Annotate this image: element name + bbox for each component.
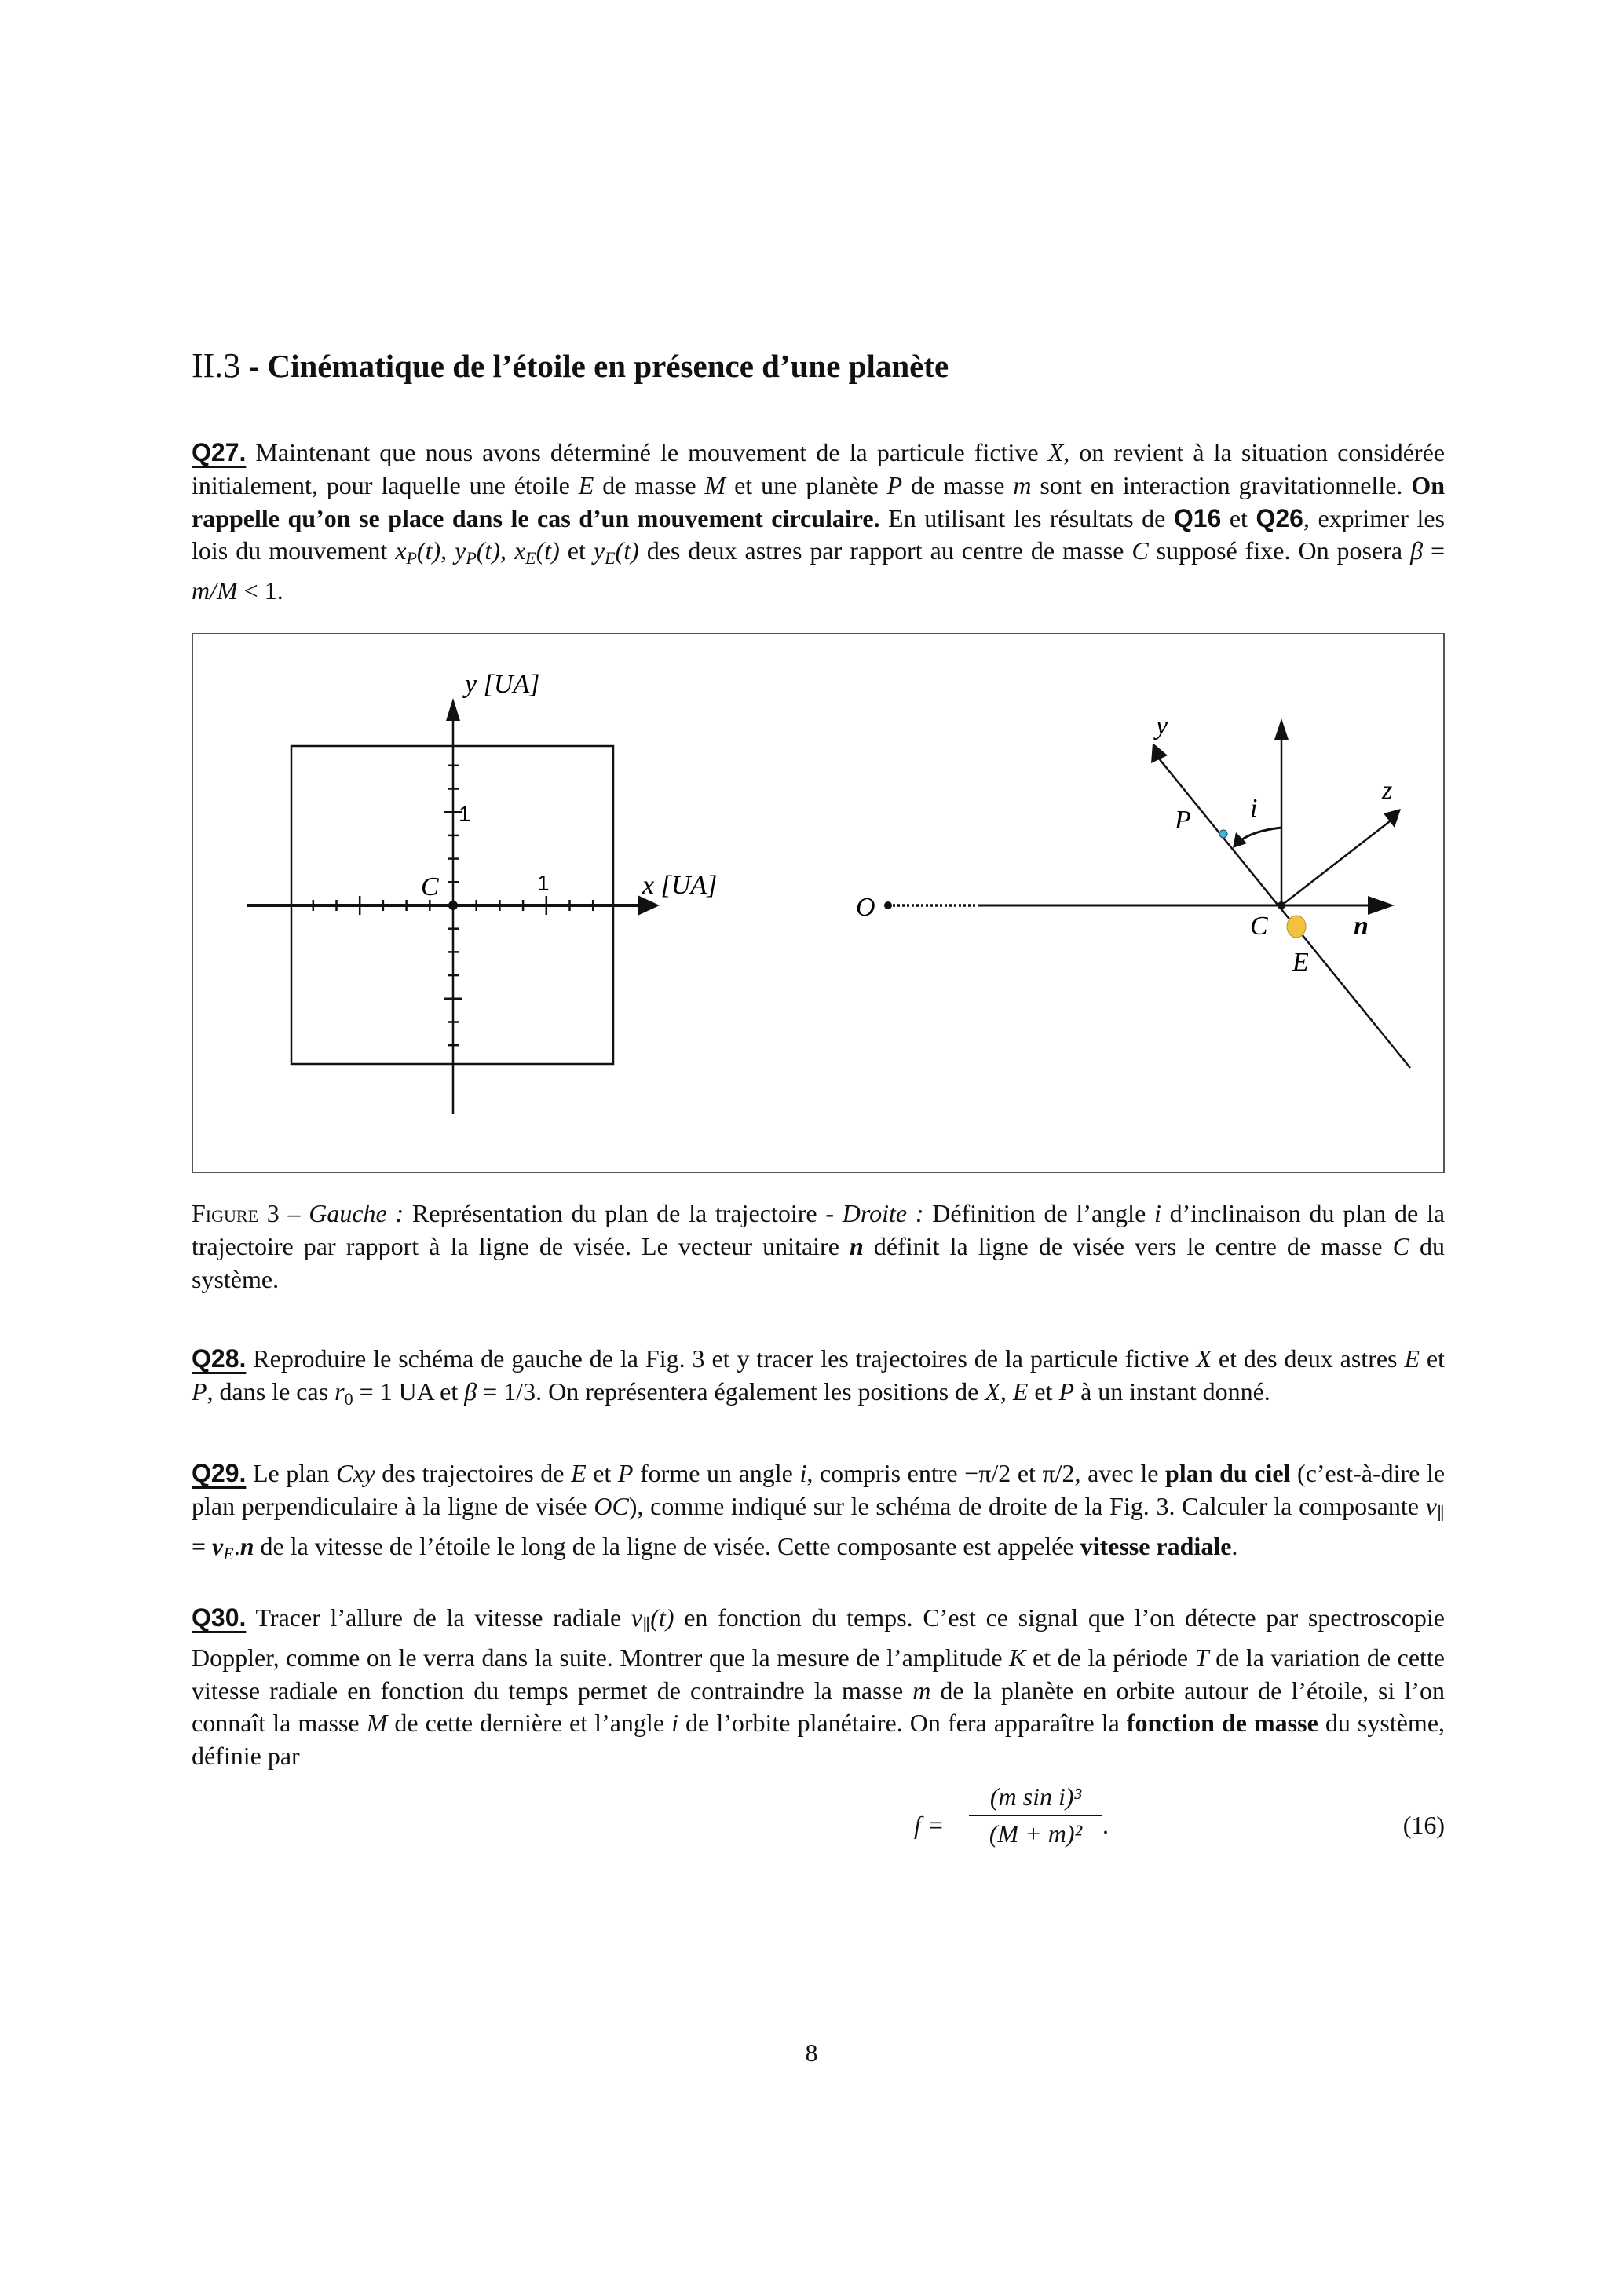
text-run: de la planète en orbite autour de l’étoile, si l’on connaît la masse [192,1676,1446,1738]
text-run: y [593,536,605,565]
text-run: X [1196,1344,1212,1373]
text-run: et [1221,503,1256,532]
text-run: définit la ligne de visée vers le centre de masse [863,1231,1393,1260]
text-run: P [617,1459,634,1487]
text-run: P [466,548,477,569]
text-run: (t) [615,536,639,565]
observer-dot [884,901,892,909]
text-run: ∥ [1436,1503,1446,1523]
text-run: du système. [192,1231,1446,1293]
text-run: de cette dernière et l’angle [387,1709,672,1738]
text-run: . [1231,1531,1238,1560]
text-run: Maintenant que nous avons déterminé le mouvement de la particule fictive [246,438,1048,466]
text-run: M [704,470,726,499]
text-run: X [1047,438,1064,466]
text-run: , [440,536,455,565]
x-tick-label: 1 [537,871,550,895]
text-run: supposé fixe. On posera [1148,536,1411,565]
text-run: , on revient à la situation considérée initialement, pour laquelle une étoile [192,438,1446,499]
text-run: E [1404,1344,1420,1373]
figure-caption [192,1197,1445,1296]
text-run: en fonction du temps. C’est ce signal que l’on détecte par spectroscopie Doppler, comme on le verra dans la suite. Montrer que la mesure de l’amplitude [192,1603,1446,1672]
section-number: II.3 [192,346,241,385]
text-run: Cxy [335,1459,375,1487]
y-axis-label: y [UA] [465,670,540,699]
planet-label: P [1175,806,1191,835]
equation-16 [192,1782,1445,1869]
text-run: x [514,536,526,565]
text-run: n [850,1231,864,1260]
text-run: C [1392,1231,1409,1260]
question-label: Q30. [192,1603,247,1632]
question-label: Q29. [192,1459,247,1487]
equation-numerator: (m sin i)³ [989,1782,1082,1811]
text-run: ∥ [642,1615,651,1635]
angle-arrow-icon [1233,832,1247,848]
inclination-diagram [856,711,1410,1068]
text-run: = [1423,536,1446,565]
text-run: < 1. [237,576,283,605]
text-run: i [671,1709,678,1738]
question-27 [192,437,1445,608]
text-run: ), comme indiqué sur le schéma de droite de la Fig. 3. Calculer la composante [628,1491,1426,1520]
text-run: et de la période [1025,1643,1195,1672]
center-label: C [1250,912,1268,941]
text-run: et une planète [726,470,887,499]
text-run: à un instant donné. [1074,1377,1270,1406]
section-title: - Cinématique de l’étoile en présence d’une planète [240,348,949,384]
orbital-y-axis [1159,759,1410,1068]
page-number: 8 [805,2038,818,2067]
text-run: 0 [344,1388,353,1409]
equation-lhs: f = [914,1811,945,1839]
text-run: (t) [650,1603,674,1632]
text-run: (t) [476,536,500,565]
text-run: i [1154,1199,1161,1227]
question-29 [192,1457,1445,1570]
trajectory-plane-diagram [247,670,717,1114]
text-run: vitesse radiale [1080,1531,1232,1560]
text-run: Droite : [842,1199,924,1227]
text-run: x [395,536,407,565]
text-run: sont en interaction gravitationnelle. [1031,470,1412,499]
n-arrow-icon [1368,896,1395,915]
text-run: , exprimer les lois du mouvement [192,503,1446,565]
question-30 [192,1602,1445,1773]
text-run: Figure 3 [192,1199,280,1227]
star-label: E [1292,948,1309,977]
text-run: i [799,1459,807,1487]
text-run: (t) [536,536,560,565]
observer-label: O [856,893,875,922]
text-run: de la vitesse de l’étoile le long de la ligne de visée. Cette composante est appelée [254,1531,1080,1560]
text-run: E [1012,1377,1029,1406]
text-run: et [1419,1344,1446,1373]
text-run: Q16 [1173,503,1222,532]
text-run: E [578,470,594,499]
text-run: = 1/3. On représentera également les positions de [477,1377,985,1406]
z-label: z [1382,776,1393,805]
star-dot [1287,916,1306,938]
text-run: P [1058,1377,1075,1406]
text-run: et des deux astres [1211,1344,1405,1373]
text-run: En utilisant les résultats de [879,503,1174,532]
text-run: β [1410,536,1423,565]
text-run: fonction de masse [1126,1709,1318,1738]
text-run: K [1009,1643,1026,1672]
text-run: et [1028,1377,1059,1406]
text-run: β [464,1377,477,1406]
text-run: Q26 [1256,503,1303,532]
equation-period: . [1102,1811,1109,1839]
text-run: (t) [416,536,441,565]
equation-number: (16) [1402,1811,1445,1839]
text-run: des deux astres par rapport au centre de masse [638,536,1132,565]
text-run: et [586,1459,618,1487]
text-run: E [525,548,536,569]
text-run: = 1 UA et [353,1377,465,1406]
equation-fraction [969,1782,1102,1848]
text-run: E [223,1543,234,1563]
figure-3 [192,633,1445,1173]
vertical-arrow-icon [1274,718,1289,740]
n-vector-label: n [1354,912,1369,941]
planet-dot [1219,830,1227,838]
text-run: T [1194,1643,1209,1672]
text-run: m/M [192,576,238,605]
text-run: m [1013,470,1032,499]
text-run: , [499,536,514,565]
section-heading [192,345,949,386]
text-run: (c’est-à-dire le plan perpendiculaire à la ligne de visée [192,1459,1446,1520]
text-run: P [406,548,417,569]
text-run: v [212,1531,224,1560]
text-run: , compris entre −π/2 et π/2, avec le [806,1459,1166,1487]
text-run: d’inclinaison du plan de la trajectoire par rapport à la ligne de visée. Le vecteur unitaire [192,1199,1446,1260]
text-run: r [334,1377,345,1406]
fraction-bar [969,1815,1102,1816]
text-run: OC [594,1491,629,1520]
text-run: de masse [594,470,705,499]
text-run: – [279,1199,309,1227]
text-run: E [605,548,616,569]
text-run: des trajectoires de [375,1459,572,1487]
text-run: et [559,536,594,565]
text-run: v [631,1603,643,1632]
y-axis-arrow-icon [446,698,460,721]
text-run: = [192,1531,213,1560]
angle-arc [1239,828,1281,842]
text-run: , dans le cas [207,1377,335,1406]
text-run: Représentation du plan de la trajectoire - [404,1199,843,1227]
center-dot [1278,901,1285,909]
text-run: Reproduire le schéma de gauche de la Fig. 3 et y tracer les trajectoires de la particule fictive [246,1344,1197,1373]
question-28 [192,1343,1445,1416]
text-run: du système, définie par [192,1709,1446,1771]
text-run: . [233,1531,240,1560]
text-run: de masse [902,470,1014,499]
y-tick-label: 1 [459,802,471,826]
x-axis-label: x [UA] [642,871,718,900]
origin-label: C [421,872,439,901]
text-run: v [1425,1491,1437,1520]
text-run: n [239,1531,254,1560]
question-label: Q28. [192,1344,247,1373]
text-run: , [1000,1377,1013,1406]
text-run: M [366,1709,388,1738]
text-run: forme un angle [633,1459,800,1487]
text-run: de la variation de cette vitesse radiale en fonction du temps permet de contraindre la masse [192,1643,1446,1705]
text-run: Tracer l’allure de la vitesse radiale [246,1603,631,1632]
center-of-mass-dot [448,901,458,910]
text-run: On rappelle qu’on se place dans le cas d’un mouvement circulaire. [192,470,1446,532]
text-run: Définition de l’angle [923,1199,1155,1227]
angle-label: i [1250,794,1258,823]
text-run: C [1131,536,1149,565]
text-run: P [192,1377,207,1406]
text-run: Le plan [246,1459,336,1487]
text-run: X [985,1377,1000,1406]
text-run: E [571,1459,587,1487]
text-run: y [455,536,466,565]
z-axis [1281,821,1390,905]
equation-denominator: (M + m)² [989,1819,1083,1848]
text-run: P [886,470,903,499]
orbital-y-label: y [1156,711,1168,740]
text-run: plan du ciel [1165,1459,1291,1487]
figure-3-diagram [192,633,1445,1173]
text-run: de l’orbite planétaire. On fera apparaître la [678,1709,1127,1738]
question-label: Q27. [192,438,247,466]
text-run: Gauche : [309,1199,404,1227]
text-run: m [912,1676,931,1705]
